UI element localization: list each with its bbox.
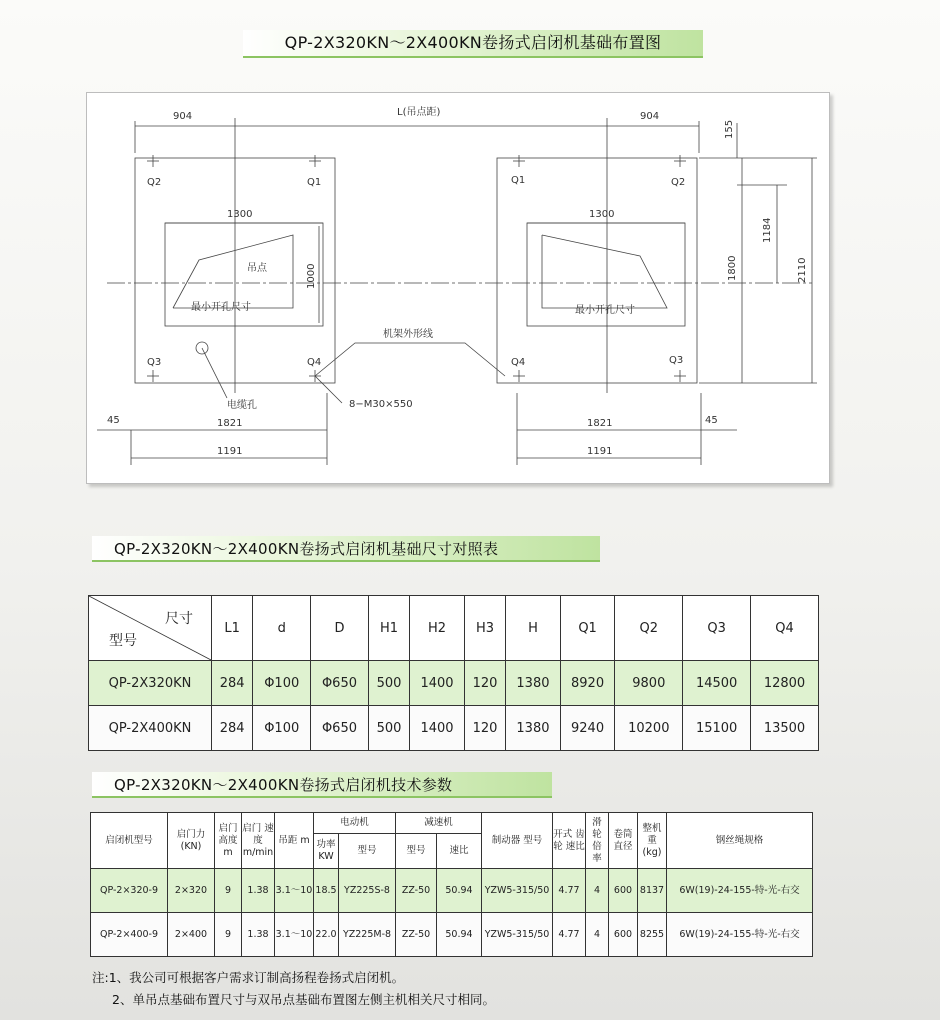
cell: 500 [368,661,409,706]
table-row [91,869,813,913]
cell: 4 [586,913,609,957]
dim-1191-left: 1191 [217,446,243,457]
table-row [89,706,819,751]
cell: 22.0 [314,913,339,957]
header-cell: D [311,596,369,661]
cell: 9800 [615,661,683,706]
label-q3-left: Q3 [147,357,162,368]
cell: ZZ-50 [396,913,437,957]
cell: QP-2×320-9 [91,869,168,913]
dim-l-lift-span: L(吊点距) [397,107,441,118]
dim-1300-right: 1300 [589,209,615,220]
header-cell: 开式 齿轮 速比 [553,813,586,869]
dim-1300-left: 1300 [227,209,253,220]
table-row [89,661,819,706]
header-cell: 启门 高度 m [215,813,242,869]
cell: 1380 [506,661,561,706]
dim-904-right: 904 [640,111,660,122]
tech-table-title: QP-2X320KN～2X400KN卷扬式启闭机技术参数 [92,772,552,798]
header-cell: H2 [410,596,465,661]
cell: 500 [368,706,409,751]
cell: 12800 [751,661,819,706]
cell: 50.94 [437,913,482,957]
label-q1-right: Q1 [511,175,526,186]
cell: 1.38 [242,869,275,913]
dim-1821-left: 1821 [217,418,243,429]
table-row [91,913,813,957]
header-cell: Q3 [683,596,751,661]
label-min-hole-left: 最小开孔尺寸 [191,302,251,313]
header-cell: 整机 重 (kg) [638,813,667,869]
note-1: 注:1、我公司可根据客户需求订制高扬程卷扬式启闭机。 [92,970,405,985]
header-cell: 卷筒 直径 [609,813,638,869]
header-cell: 钢丝绳规格 [667,813,813,869]
dimension-table-corner [89,596,212,661]
header-cell: d [253,596,311,661]
dimension-table-title: QP-2X320KN～2X400KN卷扬式启闭机基础尺寸对照表 [92,536,600,562]
header-cell: H [506,596,561,661]
cell: YZW5-315/50 [482,913,553,957]
dim-155: 155 [724,119,735,139]
corner-label-size: 尺寸 [165,611,193,627]
header-cell: L1 [212,596,253,661]
cell: 9240 [560,706,615,751]
cell: 4.77 [553,913,586,957]
cell: 13500 [751,706,819,751]
cell: 14500 [683,661,751,706]
cell: 50.94 [437,869,482,913]
cell: 120 [464,706,505,751]
cell: 1380 [506,706,561,751]
label-q4-left: Q4 [307,357,322,368]
header-cell: 电动机 [314,813,396,834]
cell: YZ225S-8 [339,869,396,913]
cell: Φ650 [311,706,369,751]
dim-45-right: 45 [705,415,718,426]
dim-45-left: 45 [107,415,120,426]
cell: 6W(19)-24-155-特-光-右交 [667,869,813,913]
label-frame-outline: 机架外形线 [383,329,433,340]
header-cell: 启门 速度 m/min [242,813,275,869]
cell: 10200 [615,706,683,751]
cell: 4 [586,869,609,913]
cell: Φ100 [253,661,311,706]
dim-1184: 1184 [762,217,773,243]
cell: 8137 [638,869,667,913]
cell: YZ225M-8 [339,913,396,957]
cell: 15100 [683,706,751,751]
cell: 284 [212,661,253,706]
header-cell: H1 [368,596,409,661]
header-cell: H3 [464,596,505,661]
cell: 1400 [410,661,465,706]
cell: 2×400 [168,913,215,957]
label-q2-left: Q2 [147,177,162,188]
cell: 9 [215,913,242,957]
cell: 1.38 [242,913,275,957]
drawing-title: QP-2X320KN～2X400KN卷扬式启闭机基础布置图 [243,30,703,58]
cell: 120 [464,661,505,706]
dim-1000: 1000 [306,263,317,289]
label-q4-right: Q4 [511,357,526,368]
cell: 284 [212,706,253,751]
tech-params-table [90,812,813,957]
header-cell: Q2 [615,596,683,661]
header-cell: 滑 轮 倍 率 [586,813,609,869]
cell: 9 [215,869,242,913]
cell: 3.1～10 [275,913,314,957]
cell: 8920 [560,661,615,706]
label-bolts: 8−M30×550 [349,399,413,410]
note-2: 2、单吊点基础布置尺寸与双吊点基础布置图左侧主机相关尺寸相同。 [112,992,495,1007]
cell: Φ650 [311,661,369,706]
header-cell: Q1 [560,596,615,661]
dimension-table [88,595,819,751]
dim-1191-right: 1191 [587,446,613,457]
cell: 600 [609,913,638,957]
dim-904-left: 904 [173,111,193,122]
header-cell: 启闭机型号 [91,813,168,869]
cell: Φ100 [253,706,311,751]
header-cell: 功率 KW [314,834,339,869]
cell: 4.77 [553,869,586,913]
cell: QP-2X320KN [89,661,212,706]
header-cell: 速比 [437,834,482,869]
cell: 2×320 [168,869,215,913]
header-cell: 型号 [396,834,437,869]
cell: 18.5 [314,869,339,913]
foundation-layout-drawing [86,92,830,484]
dim-1800: 1800 [727,255,738,281]
label-min-hole-right: 最小开孔尺寸 [575,305,635,316]
header-cell: 吊距 m [275,813,314,869]
label-lift-point: 吊点 [247,263,267,274]
header-cell: 制动器 型号 [482,813,553,869]
cell: ZZ-50 [396,869,437,913]
cell: 1400 [410,706,465,751]
dim-1821-right: 1821 [587,418,613,429]
header-cell: 减速机 [396,813,482,834]
label-cable-hole: 电缆孔 [227,400,257,411]
cell: QP-2X400KN [89,706,212,751]
label-q3-right: Q3 [669,355,684,366]
header-cell: Q4 [751,596,819,661]
cell: 600 [609,869,638,913]
cell: 8255 [638,913,667,957]
cell: QP-2×400-9 [91,913,168,957]
label-q1-left: Q1 [307,177,322,188]
header-cell: 型号 [339,834,396,869]
dim-2110: 2110 [797,257,808,283]
cell: 6W(19)-24-155-特-光-右交 [667,913,813,957]
cell: 3.1～10 [275,869,314,913]
header-cell: 启门力 (KN) [168,813,215,869]
cell: YZW5-315/50 [482,869,553,913]
corner-label-model: 型号 [109,633,137,649]
drawing-svg [87,93,829,483]
label-q2-right: Q2 [671,177,686,188]
